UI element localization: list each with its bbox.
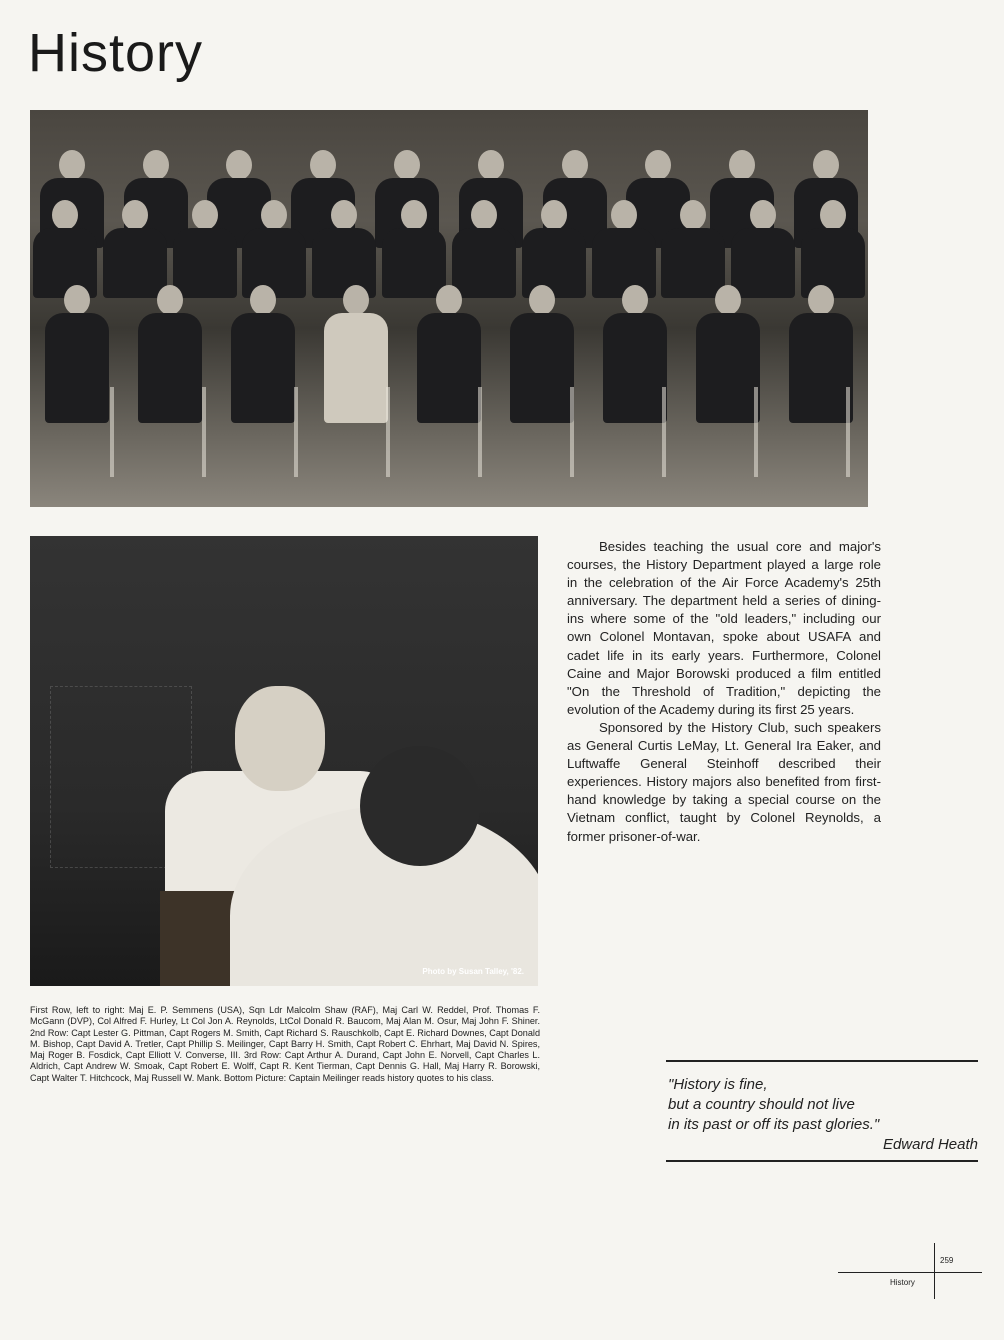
instructor-head [235,686,325,791]
group-photo [30,110,868,507]
quote-rule-top [666,1060,978,1062]
quote-author: Edward Heath [882,1136,978,1153]
quote-rule-bottom [666,1160,978,1162]
photo-caption: First Row, left to right: Maj E. P. Semmens (USA), Sqn Ldr Malcolm Shaw (RAF), Maj Carl W. Reddel, Prof. Thomas F. McGann (DVP), Col Alfred F. Hurley, Lt Col Jon A. Reynolds, LtCol Donald R. Baucom, Maj Alan M. Osur, Maj John F. Shiner. 2nd Row: Capt Lester G. Pittman, Capt Rogers M. Smith, Capt Richard S. Rauschkolb, Capt E. Richard Downes, Capt Donald M. Bishop, Capt David A. Tretler, Capt Phillip S. Meilinger, Capt Barry H. Smith, Capt Robert C. Ehrhart, Maj David N. Spires, Maj Roger B. Fosdick, Capt Elliott V. Converse, III. 3rd Row: Capt Arthur A. Durand, Capt John E. Norvell, Capt Charles L. Aldrich, Capt Andrew W. Smoak, Capt Robert E. Wolff, Capt R. Kent Tierman, Capt Dennis G. Hall, Maj Harry R. Borowski, Capt Walter T. Hitchcock, Maj Russell W. Mank. Bottom Picture: Captain Meilinger reads history quotes to his class. [30,1005,540,1083]
quote-line: but a country should not live [668,1096,855,1113]
student-head [360,746,480,866]
folio-rule-horizontal [838,1272,982,1273]
section-label: History [890,1278,915,1287]
article-paragraph: Sponsored by the History Club, such speakers as General Curtis LeMay, Lt. General Ira Eaker, and Luftwaffe General Steinhoff described their experiences. History majors also benefited from first-hand knowledge by taking a special course on the Vietnam conflict, taught by Colonel Reynolds, a former prisoner-of-war. [567,719,881,844]
page-title: History [28,23,204,83]
photo-middle-row [30,200,868,298]
photo-credit: Photo by Susan Talley, '82. [422,967,524,976]
quote-line: in its past or off its past glories." [668,1116,880,1133]
article-body [567,538,881,846]
article-paragraph: Besides teaching the usual core and major's courses, the History Department played a large role in the celebration of the Air Force Academy's 25th anniversary. The department held a series of dining-ins where some of the "old leaders," including our own Colonel Montavan, spoke about USAFA and cadet life in its early years. Furthermore, Colonel Caine and Major Borowski produced a film entitled "On the Threshold of Tradition," depicting the evolution of the Academy during its first 25 years. [567,539,881,717]
folio-rule-vertical [934,1243,935,1299]
classroom-photo [30,536,538,986]
chairs [30,387,868,477]
quote-line: "History is fine, [668,1076,768,1093]
page-number: 259 [940,1256,954,1265]
pull-quote [668,1075,980,1155]
